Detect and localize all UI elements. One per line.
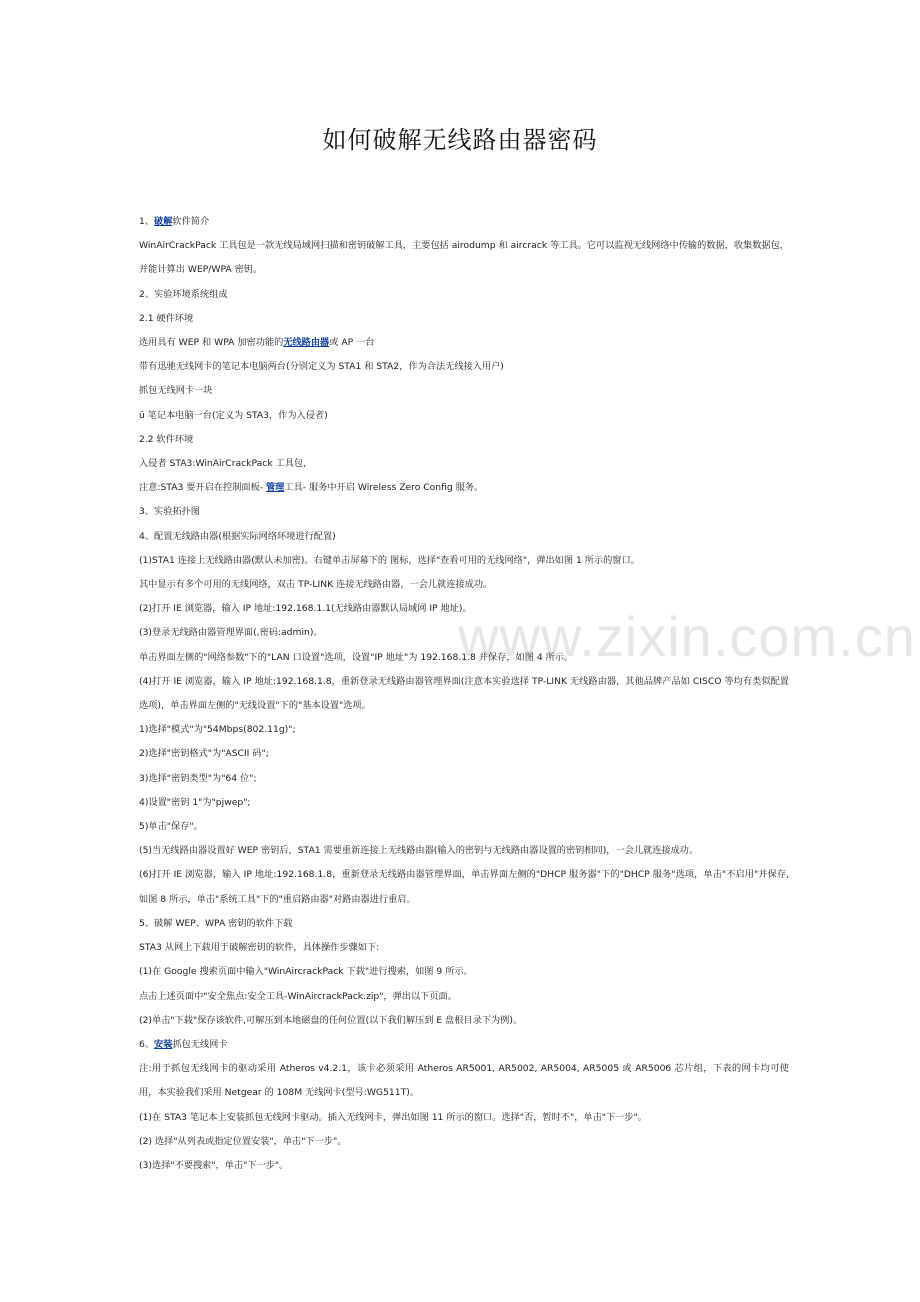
- paragraph-line: 3、实验拓扑图: [139, 506, 200, 518]
- paragraph-line: 2.2 软件环境: [139, 433, 194, 445]
- paragraph-line: 带有迅驰无线网卡的笔记本电脑两台(分别定义为 STA1 和 STA2，作为合法无线接入用户): [139, 361, 504, 373]
- paragraph-line: STA3 从网上下载用于破解密钥的软件，具体操作步骤如下:: [139, 942, 380, 954]
- paragraph-line: 入侵者 STA3:WinAirCrackPack 工具包，: [139, 458, 313, 470]
- paragraph-line: 1)选择"模式"为"54Mbps(802.11g)";: [139, 724, 296, 736]
- paragraph-pre: 1、: [139, 216, 155, 227]
- paragraph-line: 抓包无线网卡一块: [139, 385, 213, 397]
- inline-link[interactable]: 管理: [266, 482, 285, 494]
- paragraph-line: 注:用于抓包无线网卡的驱动采用 Atheros v4.2.1，该卡必须采用 Atheros AR5001, AR5002, AR5004, AR5005 或 AR5006 芯片组，下表的网卡均可使用，本实验我们采用 Netgear 的 108M 无线网卡(型号:WG511T)。: [139, 1063, 789, 1099]
- paragraph-line: (2)打开 IE 浏览器，输入 IP 地址:192.168.1.1(无线路由器默认局域网 IP 地址)。: [139, 603, 472, 615]
- paragraph-line: 2.1 硬件环境: [139, 312, 194, 324]
- document-body: [139, 210, 789, 1178]
- paragraph-line: 4)设置"密钥 1"为"pjwep";: [139, 796, 251, 808]
- paragraph-post: 或 AP 一台: [329, 337, 375, 349]
- paragraph-line: (5)当无线路由器设置好 WEP 密钥后，STA1 需要重新连接上无线路由器(输入的密钥与无线路由器设置的密钥相同)，一会儿就连接成功。: [139, 845, 699, 857]
- paragraph-line: 点击上述页面中"安全焦点:安全工具-WinAircrackPack.zip"，弹出以下页面。: [139, 990, 457, 1002]
- paragraph-line: 4、配置无线路由器(根据实际网络环境进行配置): [139, 530, 336, 542]
- paragraph-pre: 注意:STA3 要开启在控制面板-: [139, 482, 266, 494]
- paragraph-line: [139, 476, 789, 500]
- watermark: www.zixin.com.cn: [458, 605, 916, 668]
- paragraph-pre: 6、: [139, 1038, 155, 1050]
- paragraph-line: 5、破解 WEP、WPA 密钥的软件下载: [139, 917, 293, 929]
- paragraph-pre: 选用具有 WEP 和 WPA 加密功能的: [139, 337, 284, 349]
- paragraph-line: (6)打开 IE 浏览器，输入 IP 地址:192.168.1.8，重新登录无线路由器管理界面，单击界面左侧的"DHCP 服务器"下的"DHCP 服务"选项，单击"不启用"并保存,如图 8 所示，单击"系统工具"下的"重启路由器"对路由器进行重启。: [139, 869, 789, 905]
- paragraph-line: [139, 210, 789, 234]
- inline-link[interactable]: 破解: [154, 216, 173, 227]
- paragraph-post: 抓包无线网卡: [172, 1038, 228, 1050]
- paragraph-line: ü 笔记本电脑一台(定义为 STA3，作为入侵者): [139, 409, 328, 421]
- paragraph-line: (3)选择"不要搜索"，单击"下一步"。: [139, 1159, 289, 1171]
- inline-link[interactable]: 安装: [154, 1038, 173, 1050]
- paragraph-line: (3)登录无线路由器管理界面(,密码:admin)。: [139, 627, 323, 639]
- paragraph-line: (4)打开 IE 浏览器，输入 IP 地址:192.168.1.8，重新登录无线路由器管理界面(注意本实验选择 TP-LINK 无线路由器，其他品牌产品如 CISCO 等均有类似配置选项)，单击界面左侧的"无线设置"下的"基本设置"选项。: [139, 675, 789, 712]
- paragraph-line: [139, 331, 789, 355]
- paragraph-line: [139, 1033, 789, 1057]
- paragraph-line: (1)STA1 连接上无线路由器(默认未加密)。右键单击屏幕下的 图标，选择"查看可用的无线网络"，弹出如图 1 所示的窗口。: [139, 554, 640, 566]
- paragraph-line: 3)选择"密钥类型"为"64 位";: [139, 772, 257, 784]
- paragraph-line: 2、实验环境系统组成: [139, 288, 228, 300]
- paragraph-line: 其中显示有多个可用的无线网络，双击 TP-LINK 连接无线路由器，一会儿就连接成功。: [139, 579, 493, 591]
- paragraph-line: WinAirCrackPack 工具包是一款无线局域网扫描和密钥破解工具，主要包括 airodump 和 aircrack 等工具。它可以监视无线网络中传输的数据，收集数据包，并能计算出 WEP/WPA 密钥。: [139, 240, 789, 276]
- paragraph-post: 软件简介: [172, 216, 210, 227]
- inline-link[interactable]: 无线路由器: [283, 337, 330, 349]
- paragraph-post: 工具- 服务中开启 Wireless Zero Config 服务。: [284, 482, 484, 494]
- paragraph-line: (2) 选择"从列表或指定位置安装"，单击"下一步"。: [139, 1135, 347, 1147]
- paragraph-line: 单击界面左侧的"网络参数"下的"LAN 口设置"选项，设置"IP 地址"为 192.168.1.8 并保存，如图 4 所示。: [139, 651, 574, 663]
- paragraph-line: 2)选择"密钥格式"为"ASCII 码";: [139, 748, 269, 760]
- paragraph-line: (1)在 STA3 笔记本上安装抓包无线网卡驱动。插入无线网卡，弹出如图 11 所示的窗口。选择"否，暂时不"，单击"下一步"。: [139, 1111, 647, 1123]
- paragraph-line: 5)单击"保存"。: [139, 821, 203, 833]
- paragraph-line: (2)单击"下载"保存该软件,可解压到本地磁盘的任何位置(以下我们解压到 E 盘根目录下为例)。: [139, 1014, 523, 1026]
- document-title: 如何破解无线路由器密码: [322, 126, 598, 154]
- paragraph-line: (1)在 Google 搜索页面中输入"WinAircrackPack 下载"进行搜索，如图 9 所示。: [139, 966, 473, 978]
